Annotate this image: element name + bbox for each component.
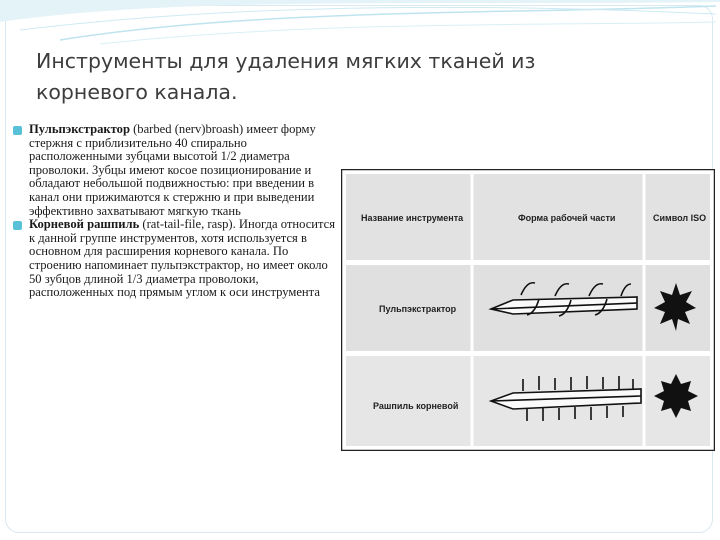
table-header-name: Название инструмента: [361, 213, 464, 223]
bullet-item-pulp-extractor: [10, 123, 340, 218]
table-row-rasp-name: Рашпиль корневой: [373, 401, 459, 411]
table-header-iso: Символ ISO: [653, 213, 707, 223]
slide-title: Инструменты для удаления мягких тканей из корневого канала.: [36, 49, 536, 104]
bullet-term: Пульпэкстрактор: [29, 122, 130, 136]
table-row-pulp-extractor-name: Пульпэкстрактор: [379, 304, 457, 314]
bullet-square-icon: [13, 221, 22, 230]
table-header-shape: Форма рабочей части: [518, 213, 616, 223]
bullet-text: (barbed (nerv)broash) имеет форму стержня с приблизительно 40 спирально расположенными зубцами высотой 1/2 диаметра проволоки. Зубцы имеют косое позиционирование и обладают небольшой подвижностью: при введении в канал они прижимаются к стержню и при выведении эффективно захватывают мягкую ткань: [29, 122, 316, 218]
bullet-term: Корневой рашпиль: [29, 217, 140, 232]
bullet-square-icon: [13, 126, 22, 135]
bullet-text: (rat-tail-file, rasp). Иногда относится к данной группе инструментов, хотя используется в основном для расширения корневого канала. По строению напоминает пульпэкстрактор, но имеет около 50 зубцов длиной 1/3 диаметра проволоки, расположенных под прямым углом к оси инструмента: [29, 217, 336, 300]
bullet-list: [10, 123, 340, 300]
instrument-table-figure: [341, 169, 715, 451]
bullet-item-root-rasp: [10, 218, 340, 300]
